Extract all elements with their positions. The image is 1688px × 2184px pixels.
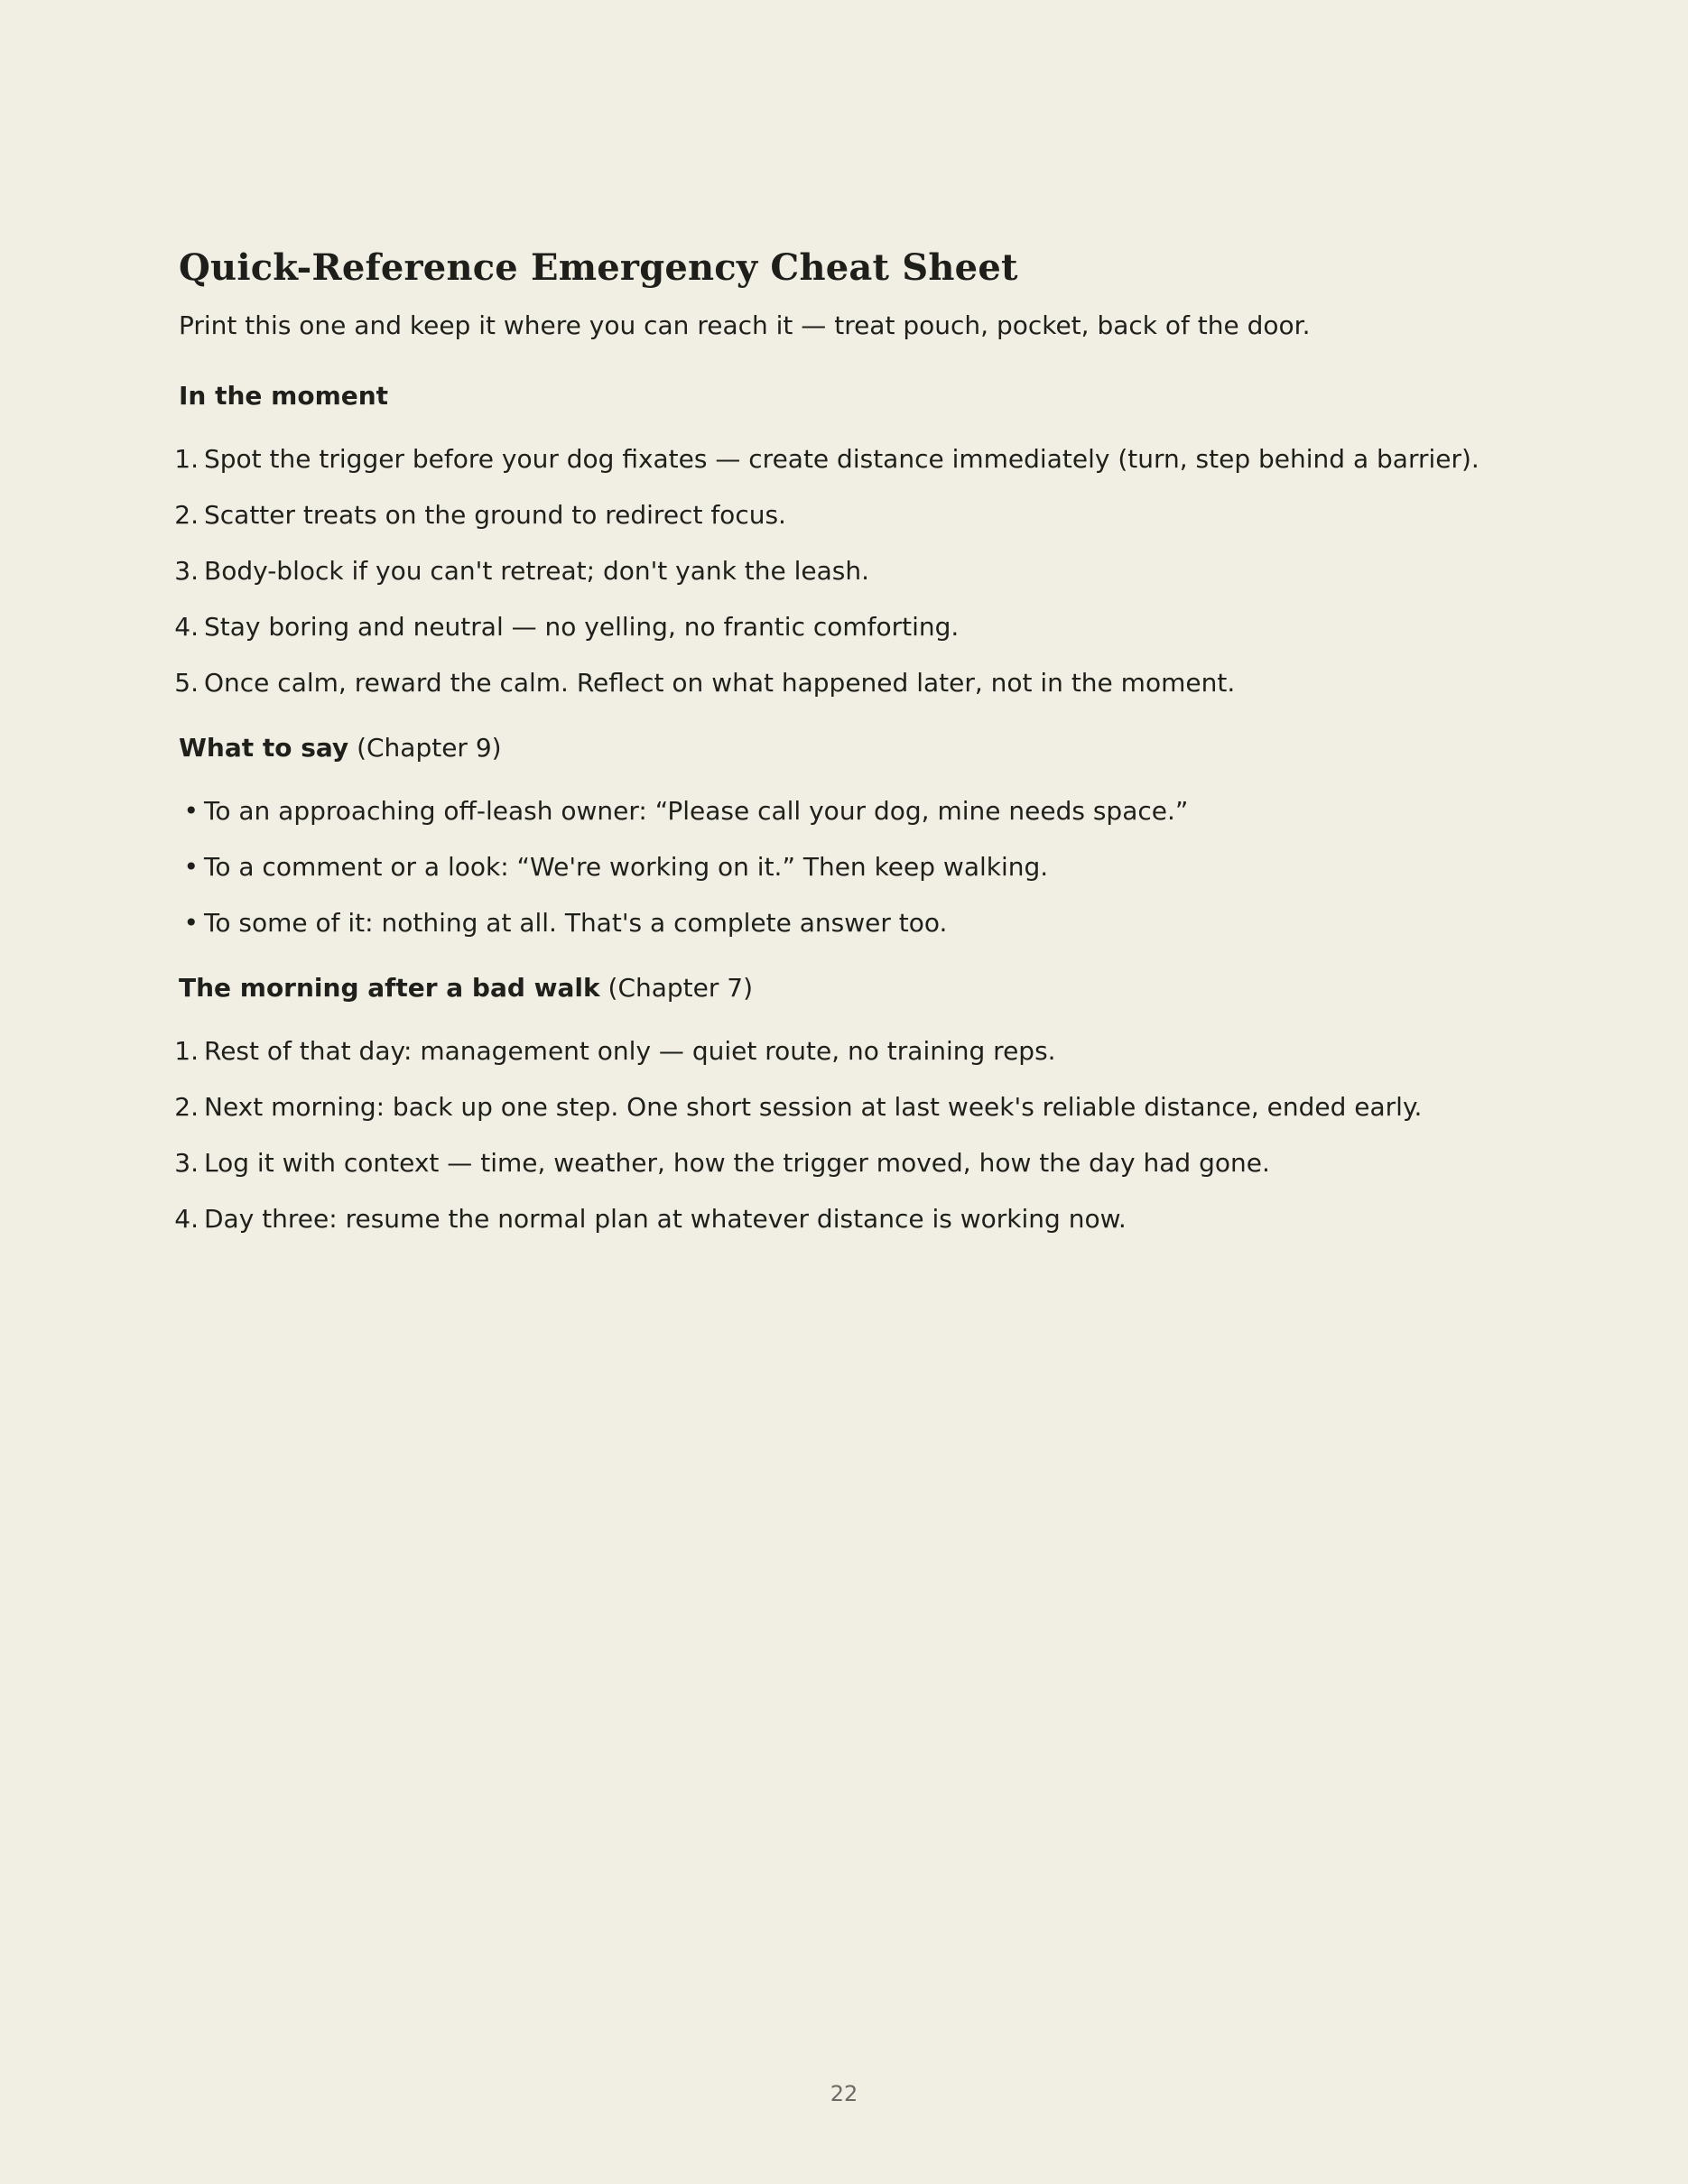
- bullet-icon: •: [183, 908, 199, 938]
- section-heading-label: What to say: [179, 733, 349, 763]
- section-heading-in-the-moment: [179, 377, 1515, 415]
- section-heading-note: (Chapter 7): [607, 973, 754, 1003]
- list-number: 4.: [174, 1204, 199, 1234]
- list-item-text: Spot the trigger before your dog fixates — create distance immediately (turn, step behind a barrier).: [204, 444, 1479, 474]
- page-number: 22: [830, 2081, 858, 2106]
- list-number: 5.: [174, 668, 199, 698]
- list-item: [174, 1032, 1515, 1070]
- what-to-say-list: [179, 792, 1515, 942]
- list-item: [179, 848, 1515, 886]
- list-item-text: Stay boring and neutral — no yelling, no frantic comforting.: [204, 612, 960, 642]
- list-item-text: Body-block if you can't retreat; don't yank the leash.: [204, 556, 870, 586]
- section-heading-what-to-say: [179, 729, 1515, 767]
- document-page: [174, 236, 1515, 1265]
- section-heading-note: (Chapter 9): [357, 733, 502, 763]
- list-number: 2.: [174, 500, 199, 530]
- list-item: [174, 440, 1515, 478]
- list-item-text: To an approaching off-leash owner: “Please call your dog, mine needs space.”: [204, 796, 1189, 826]
- list-item: [174, 1200, 1515, 1238]
- list-item: [174, 664, 1515, 702]
- list-item-text: Scatter treats on the ground to redirect focus.: [204, 500, 786, 530]
- list-item: [179, 792, 1515, 830]
- in-the-moment-list: [174, 440, 1515, 702]
- list-number: 3.: [174, 556, 199, 586]
- list-item: [179, 904, 1515, 942]
- page-title: Quick-Reference Emergency Cheat Sheet: [179, 246, 1018, 289]
- list-item: [174, 1144, 1515, 1182]
- list-number: 1.: [174, 1036, 199, 1066]
- list-item-text: Log it with context — time, weather, how the trigger moved, how the day had gone.: [204, 1148, 1270, 1178]
- list-item: [174, 1088, 1515, 1126]
- morning-after-list: [174, 1032, 1515, 1238]
- list-number: 2.: [174, 1092, 199, 1122]
- list-item: [174, 496, 1515, 534]
- list-number: 4.: [174, 612, 199, 642]
- intro-paragraph: Print this one and keep it where you can reach it — treat pouch, pocket, back of the door.: [179, 310, 1311, 340]
- list-item-text: To some of it: nothing at all. That's a complete answer too.: [204, 908, 948, 938]
- list-item-text: Rest of that day: management only — quiet route, no training reps.: [204, 1036, 1056, 1066]
- section-heading-morning-after: [179, 969, 1515, 1007]
- list-number: 3.: [174, 1148, 199, 1178]
- bullet-icon: •: [183, 796, 199, 826]
- list-item-text: Once calm, reward the calm. Reflect on what happened later, not in the moment.: [204, 668, 1236, 698]
- list-item-text: To a comment or a look: “We're working on it.” Then keep walking.: [204, 852, 1049, 882]
- list-number: 1.: [174, 444, 199, 474]
- section-heading-label: In the moment: [179, 381, 389, 411]
- list-item: [174, 608, 1515, 646]
- bullet-icon: •: [183, 852, 199, 882]
- list-item: [174, 552, 1515, 590]
- list-item-text: Day three: resume the normal plan at whatever distance is working now.: [204, 1204, 1127, 1234]
- section-heading-label: The morning after a bad walk: [179, 973, 600, 1003]
- list-item-text: Next morning: back up one step. One short session at last week's reliable distance, ended early.: [204, 1092, 1423, 1122]
